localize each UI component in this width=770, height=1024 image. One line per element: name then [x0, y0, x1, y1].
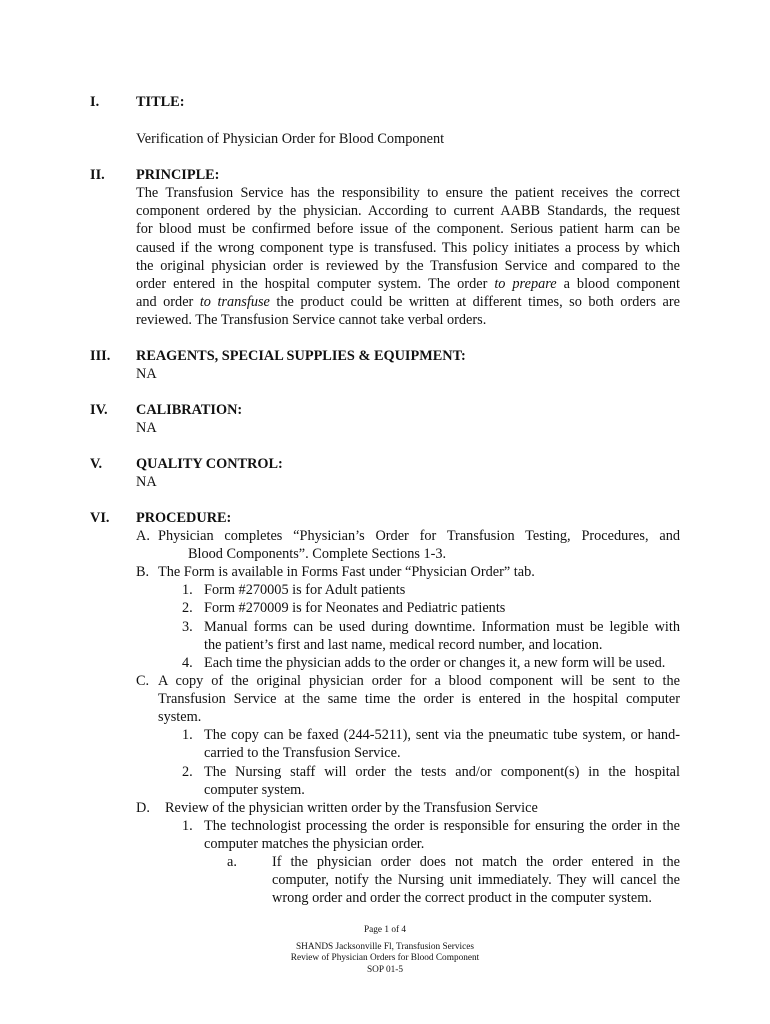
procedure-b-text: The Form is available in Forms Fast under “Physician Order” tab. — [158, 564, 535, 580]
section-heading-quality-control: QUALITY CONTROL: — [136, 456, 283, 472]
sub-list-line: wrong order and order the correct product in the computer system. — [272, 890, 652, 906]
list-number: 2. — [182, 600, 193, 616]
list-number: 1. — [182, 582, 193, 598]
principle-emphasis: to prepare — [494, 275, 557, 292]
principle-emphasis: to transfuse — [199, 294, 270, 311]
footer-line: Review of Physician Orders for Blood Component — [290, 953, 480, 964]
principle-line: The Transfusion Service has the responsibility to ensure the patient receives the correct — [136, 185, 680, 201]
footer-line: SOP 01-5 — [366, 964, 404, 975]
section-number-4: IV. — [90, 402, 108, 418]
footer-line: SHANDS Jacksonville Fl, Transfusion Services — [296, 942, 474, 953]
principle-line — [136, 275, 680, 293]
principle-line-text: the product could be written at different times, so both orders are — [269, 294, 680, 311]
page-number: Page 1 of 4 — [363, 925, 407, 935]
sub-list-line: computer, notify the Nursing unit immediately. They will cancel the — [272, 872, 680, 888]
procedure-c-line: Transfusion Service at the same time the order is entered in the hospital computer — [158, 691, 680, 707]
procedure-c-line: A copy of the original physician order for a blood component will be sent to the — [158, 673, 680, 689]
procedure-a-line: Blood Components”. Complete Sections 1-3. — [188, 546, 447, 562]
sub-list-letter: a. — [227, 854, 237, 870]
section-heading-reagents: REAGENTS, SPECIAL SUPPLIES & EQUIPMENT: — [136, 348, 466, 364]
section-heading-title: TITLE: — [136, 94, 185, 110]
principle-line-text: and order — [136, 294, 200, 311]
principle-line: the original physician order is reviewed by the Transfusion Service and compared to the — [136, 257, 680, 274]
principle-line-text: a blood component — [556, 275, 680, 292]
principle-line — [136, 293, 680, 311]
list-number: 1. — [182, 818, 193, 834]
section-heading-principle: PRINCIPLE: — [136, 167, 220, 183]
title-text: Verification of Physician Order for Blood Component — [136, 131, 445, 147]
procedure-label-c: C. — [136, 673, 150, 689]
list-number: 2. — [182, 764, 193, 780]
section-number-3: III. — [90, 348, 111, 364]
list-item: Form #270005 is for Adult patients — [204, 582, 406, 598]
section-number-2: II. — [90, 167, 105, 183]
list-item-continuation: carried to the Transfusion Service. — [204, 745, 401, 761]
procedure-label-b: B. — [136, 564, 150, 580]
principle-line: reviewed. The Transfusion Service cannot take verbal orders. — [136, 312, 487, 329]
list-item-continuation: the patient’s first and last name, medical record number, and location. — [204, 637, 603, 653]
list-item: Form #270009 is for Neonates and Pediatric patients — [204, 600, 506, 616]
reagents-text: NA — [136, 366, 157, 382]
list-item: The copy can be faxed (244-5211), sent via the pneumatic tube system, or hand- — [204, 727, 680, 743]
procedure-c-line: system. — [158, 709, 202, 725]
section-heading-procedure: PROCEDURE: — [136, 510, 232, 526]
list-number: 4. — [182, 655, 193, 671]
list-number: 1. — [182, 727, 193, 743]
list-item: Manual forms can be used during downtime. Information must be legible with — [204, 619, 680, 635]
list-item-continuation: computer matches the physician order. — [204, 836, 425, 852]
list-item: Each time the physician adds to the order or changes it, a new form will be used. — [204, 655, 666, 671]
procedure-a-line: Physician completes “Physician’s Order for Transfusion Testing, Procedures, and — [158, 528, 680, 544]
procedure-label-a: A. — [136, 528, 150, 544]
page-footer — [0, 925, 770, 976]
principle-paragraph — [136, 184, 680, 330]
section-number-1: I. — [90, 94, 100, 110]
section-number-5: V. — [90, 456, 103, 472]
list-item: The technologist processing the order is responsible for ensuring the order in the — [204, 818, 680, 834]
procedure-d-text: Review of the physician written order by the Transfusion Service — [165, 800, 538, 816]
principle-line: caused if the wrong component type is transfused. This policy initiates a process by which — [136, 239, 680, 256]
procedure-label-d: D. — [136, 800, 150, 816]
principle-line: component ordered by the physician. According to current AABB Standards, the request — [136, 203, 680, 220]
list-item: The Nursing staff will order the tests and/or component(s) in the hospital — [204, 764, 680, 780]
section-heading-calibration: CALIBRATION: — [136, 402, 243, 418]
principle-line: for blood must be confirmed before issue of the component. Serious patient harm can be — [136, 221, 680, 238]
calibration-text: NA — [136, 420, 157, 436]
section-number-6: VI. — [90, 510, 110, 526]
list-item-continuation: computer system. — [204, 782, 305, 798]
principle-line-text: order entered in the hospital computer system. The order — [136, 275, 495, 292]
list-number: 3. — [182, 619, 193, 635]
quality-control-text: NA — [136, 474, 157, 490]
sub-list-line: If the physician order does not match the order entered in the — [272, 854, 680, 870]
